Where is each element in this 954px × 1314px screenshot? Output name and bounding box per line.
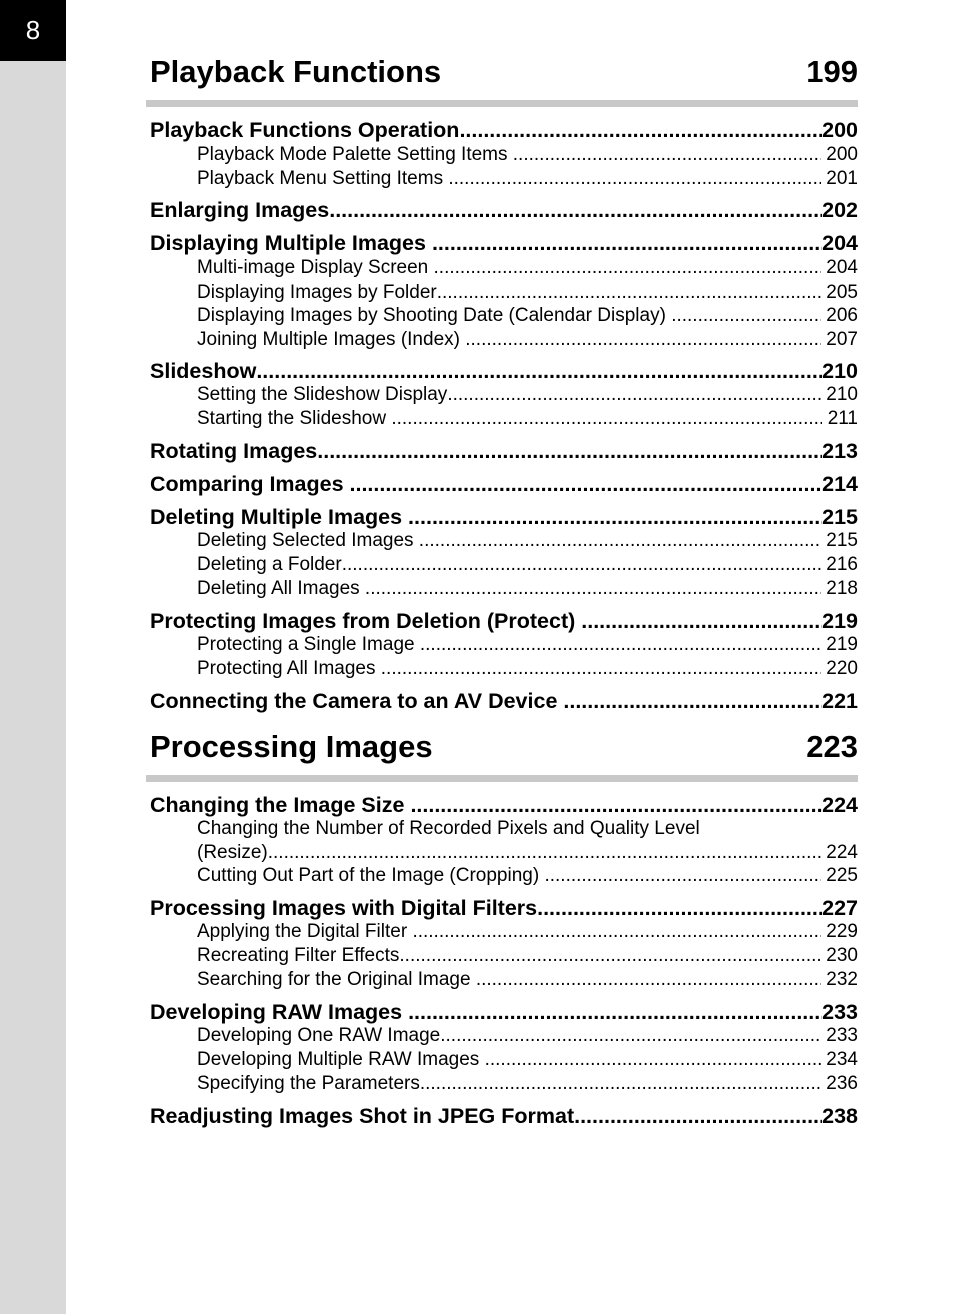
toc-dot-leader	[391, 407, 822, 430]
toc-entry-label: Applying the Digital Filter	[197, 921, 413, 942]
toc-entry-page: 210	[821, 384, 858, 405]
toc-entry-label: Deleting All Images	[197, 578, 365, 599]
toc-dot-leader	[671, 304, 821, 327]
toc-entry-label: Deleting Multiple Images	[150, 505, 409, 529]
toc-subsection-entry[interactable]	[150, 143, 858, 166]
chapter-page: 199	[806, 54, 858, 89]
toc-subentry-text: Changing the Number of Recorded Pixels and Quality Level	[197, 818, 700, 839]
toc-entry-label: Protecting Images from Deletion (Protect)	[150, 609, 582, 633]
toc-entry-page: 214	[822, 472, 858, 496]
toc-section-entry[interactable]	[150, 1103, 858, 1129]
toc-subsection-entry[interactable]	[150, 920, 858, 943]
toc-dot-leader	[408, 999, 822, 1025]
toc-entry-page: 233	[821, 1025, 858, 1046]
toc-dot-leader	[365, 577, 821, 600]
toc-entry-page: 216	[821, 554, 858, 575]
page-number: 8	[0, 0, 66, 61]
toc-dot-leader	[342, 553, 821, 576]
toc-subsection-entry[interactable]	[150, 256, 858, 279]
toc-dot-leader	[581, 608, 822, 634]
toc-subsection-entry[interactable]	[150, 407, 858, 430]
toc-entry-label: Developing RAW Images	[150, 1000, 409, 1024]
toc-dot-leader	[574, 1103, 822, 1129]
toc-entry-page: 215	[821, 530, 858, 551]
toc-entry-page: 236	[821, 1073, 858, 1094]
toc-entry-page: 234	[821, 1049, 858, 1070]
toc-entry-page: 221	[822, 689, 858, 713]
toc-entry-label: Readjusting Images Shot in JPEG Format	[150, 1104, 575, 1128]
toc-dot-leader	[399, 944, 821, 967]
toc-entry-label: Developing Multiple RAW Images	[197, 1049, 485, 1070]
toc-dot-leader	[317, 438, 822, 464]
toc-entry-page: 227	[822, 896, 858, 920]
toc-subsection-entry[interactable]	[150, 304, 858, 327]
toc-subsection-entry[interactable]	[150, 529, 858, 552]
toc-entry-page: 213	[822, 439, 858, 463]
toc-entry-page: 206	[821, 305, 858, 326]
toc-entry-label: Playback Menu Setting Items	[197, 168, 449, 189]
toc-entry-page: 238	[822, 1104, 858, 1128]
toc-dot-leader	[420, 1072, 821, 1095]
toc-dot-leader	[440, 1024, 821, 1047]
chapter-title: Processing Images	[150, 729, 433, 764]
toc-section-entry[interactable]	[150, 792, 858, 818]
toc-entry-page: 220	[821, 658, 858, 679]
toc-section-entry[interactable]	[150, 608, 858, 634]
toc-entry-label: Protecting All Images	[197, 658, 381, 679]
toc-subsection-entry[interactable]	[150, 1024, 858, 1047]
toc-dot-leader	[256, 358, 822, 384]
toc-entry-page: 230	[821, 945, 858, 966]
toc-entry-label: Slideshow	[150, 359, 257, 383]
toc-entry-label: Multi-image Display Screen	[197, 257, 434, 278]
toc-dot-leader	[544, 864, 821, 887]
toc-dot-leader	[410, 792, 822, 818]
page-margin-strip	[0, 0, 66, 1314]
toc-subsection-entry[interactable]	[150, 577, 858, 600]
toc-section-entry[interactable]	[150, 471, 858, 497]
toc-entry-page: 200	[822, 118, 858, 142]
toc-entry-page: 233	[822, 1000, 858, 1024]
toc-entry-label: Starting the Slideshow	[197, 408, 392, 429]
toc-entry-page: 200	[821, 144, 858, 165]
chapter-title: Playback Functions	[150, 54, 442, 89]
toc-entry-label: Displaying Images by Folder	[197, 282, 437, 303]
toc-dot-leader	[329, 197, 822, 223]
toc-entry-label: Connecting the Camera to an AV Device	[150, 689, 564, 713]
toc-entry-label: Rotating Images	[150, 439, 318, 463]
chapter-rule	[146, 775, 858, 782]
toc-section-entry[interactable]	[150, 688, 858, 714]
toc-subsection-entry[interactable]	[150, 167, 858, 190]
toc-entry-label: Recreating Filter Effects	[197, 945, 400, 966]
toc-section-entry[interactable]	[150, 504, 858, 530]
toc-section-entry[interactable]	[150, 438, 858, 464]
toc-section-entry[interactable]	[150, 999, 858, 1025]
toc-entry-label: Displaying Multiple Images	[150, 231, 432, 255]
toc-entry-label: Playback Functions Operation	[150, 118, 460, 142]
toc-subsection-entry[interactable]	[150, 1072, 858, 1095]
toc-entry-label: Processing Images with Digital Filters	[150, 896, 538, 920]
toc-subsection-entry[interactable]	[150, 841, 858, 864]
toc-subsection-entry[interactable]	[150, 657, 858, 680]
chapter-page: 223	[806, 729, 858, 764]
toc-entry-label: (Resize)	[197, 842, 268, 863]
toc-dot-leader	[513, 143, 821, 166]
toc-entry-label: Cutting Out Part of the Image (Cropping)	[197, 865, 545, 886]
toc-dot-leader	[476, 968, 821, 991]
toc-subsection-entry[interactable]	[150, 968, 858, 991]
toc-subsection-entry[interactable]	[150, 281, 858, 304]
toc-entry-page: 211	[822, 408, 858, 429]
toc-section-entry[interactable]	[150, 117, 858, 143]
toc-entry-label: Specifying the Parameters	[197, 1073, 420, 1094]
toc-subsection-entry[interactable]	[150, 553, 858, 576]
toc-entry-label: Enlarging Images	[150, 198, 330, 222]
toc-entry-label: Changing the Image Size	[150, 793, 411, 817]
toc-dot-leader	[434, 256, 821, 279]
toc-entry-label: Joining Multiple Images (Index)	[197, 329, 466, 350]
toc-entry-page: 224	[821, 842, 858, 863]
toc-dot-leader	[412, 920, 821, 943]
toc-entry-page: 204	[821, 257, 858, 278]
toc-entry-label: Displaying Images by Shooting Date (Calendar Display)	[197, 305, 672, 326]
toc-dot-leader	[381, 657, 821, 680]
toc-entry-page: 219	[822, 609, 858, 633]
toc-subsection-entry[interactable]	[150, 633, 858, 656]
toc-section-entry[interactable]	[150, 895, 858, 921]
toc-dot-leader	[448, 167, 821, 190]
toc-entry-page: 224	[822, 793, 858, 817]
toc-dot-leader	[268, 841, 821, 864]
toc-section-entry[interactable]	[150, 197, 858, 223]
toc-entry-page: 210	[822, 359, 858, 383]
toc-entry-label: Developing One RAW Image	[197, 1025, 441, 1046]
toc-entry-label: Comparing Images	[150, 472, 350, 496]
toc-entry-label: Deleting Selected Images	[197, 530, 419, 551]
toc-entry-label: Searching for the Original Image	[197, 969, 476, 990]
toc-entry-page: 204	[822, 231, 858, 255]
toc-dot-leader	[437, 281, 821, 304]
toc-subsection-entry[interactable]	[150, 864, 858, 887]
toc-dot-leader	[459, 117, 822, 143]
toc-entry-page: 202	[822, 198, 858, 222]
toc-dot-leader	[447, 383, 821, 406]
toc-dot-leader	[537, 895, 822, 921]
toc-entry-label: Deleting a Folder	[197, 554, 342, 575]
toc-entry-label: Setting the Slideshow Display	[197, 384, 448, 405]
toc-dot-leader	[563, 688, 822, 714]
chapter-processing-images	[150, 729, 858, 765]
toc-entry-page: 207	[821, 329, 858, 350]
toc-dot-leader	[432, 230, 822, 256]
toc-entry-page: 205	[821, 282, 858, 303]
toc-dot-leader	[350, 471, 823, 497]
chapter-rule	[146, 100, 858, 107]
toc-dot-leader	[465, 328, 821, 351]
toc-entry-page: 229	[821, 921, 858, 942]
toc-entry-page: 225	[821, 865, 858, 886]
toc-subsection-entry[interactable]	[150, 328, 858, 351]
chapter-playback-functions	[150, 54, 858, 90]
toc-subsection-entry[interactable]	[150, 1048, 858, 1071]
toc-subsection-entry[interactable]	[150, 383, 858, 406]
toc-dot-leader	[419, 529, 821, 552]
toc-entry-label: Protecting a Single Image	[197, 634, 420, 655]
toc-entry-page: 218	[821, 578, 858, 599]
toc-dot-leader	[408, 504, 822, 530]
toc-entry-page: 201	[821, 168, 858, 189]
toc-entry-page: 219	[821, 634, 858, 655]
toc-dot-leader	[420, 633, 821, 656]
toc-subsection-entry[interactable]	[150, 944, 858, 967]
toc-entry-page: 215	[822, 505, 858, 529]
toc-section-entry[interactable]	[150, 230, 858, 256]
toc-entry-label: Playback Mode Palette Setting Items	[197, 144, 513, 165]
toc-section-entry[interactable]	[150, 358, 858, 384]
toc-dot-leader	[485, 1048, 821, 1071]
toc-entry-page: 232	[821, 969, 858, 990]
